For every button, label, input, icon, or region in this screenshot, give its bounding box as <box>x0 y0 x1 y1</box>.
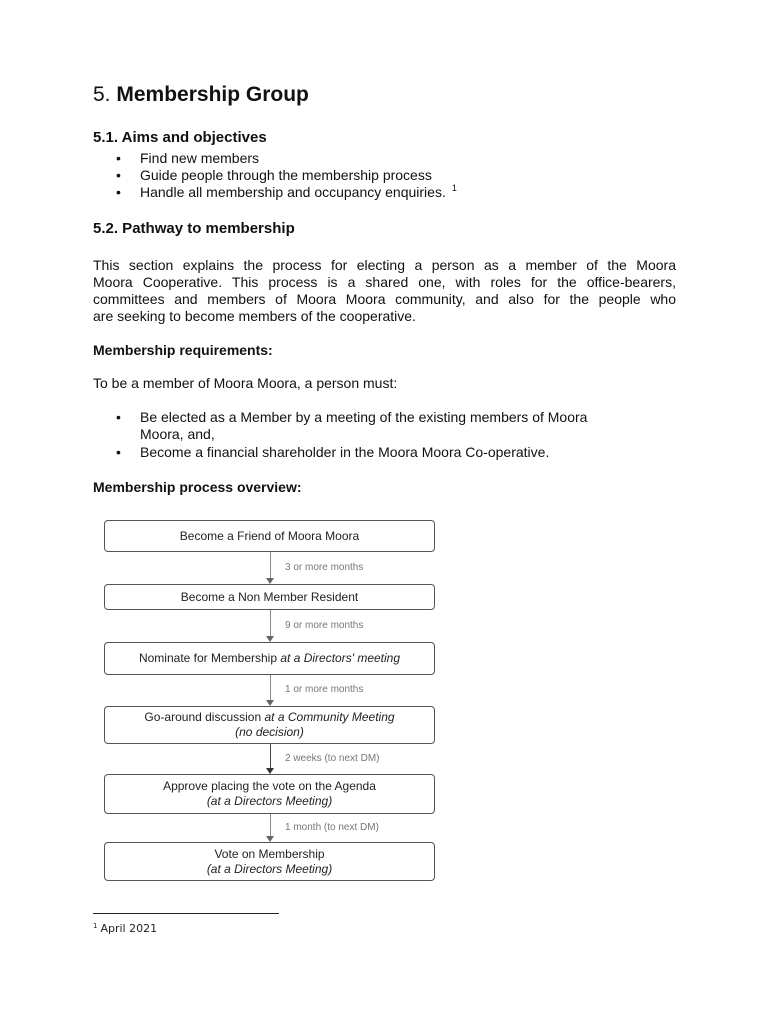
flow-step-text: Approve placing the vote on the Agenda <box>163 779 376 793</box>
paragraph-line: Moora Cooperative. This process is a shared one, with roles for the office-bearers, <box>93 274 676 290</box>
flow-step-text: Vote on Membership <box>214 846 325 861</box>
aims-heading: 5.1. Aims and objectives <box>93 129 267 146</box>
flow-connector <box>270 675 271 700</box>
flow-connector <box>270 744 271 768</box>
flow-step-text-line <box>105 710 434 725</box>
flow-step-approve-agenda <box>104 774 435 814</box>
section-number: 5. <box>93 83 111 106</box>
pathway-paragraph <box>93 257 676 325</box>
section-title-text: Membership Group <box>116 83 309 106</box>
flow-step-text-line <box>105 651 434 666</box>
aims-item-text-content: Handle all membership and occupancy enquiries. <box>140 184 446 200</box>
requirements-heading: Membership requirements: <box>93 342 273 358</box>
flow-connector <box>270 552 271 578</box>
flow-step-text: Nominate for Membership <box>138 651 281 665</box>
flow-step-go-around <box>104 706 435 744</box>
flow-step-subtext: (no decision) <box>235 725 304 739</box>
paragraph-line: committees and members of Moora Moora community, and also for the people who <box>93 291 676 307</box>
flow-step-text: Become a Friend of Moora Moora <box>179 528 360 543</box>
flow-step-subtext: (at a Directors Meeting) <box>206 861 333 876</box>
flow-step-non-member-resident <box>104 584 435 610</box>
aims-item-text <box>140 184 457 203</box>
flow-step-friend <box>104 520 435 552</box>
flow-connector <box>270 610 271 636</box>
flow-step-text: Become a Non Member Resident <box>180 589 359 604</box>
flow-step-nominate <box>104 642 435 675</box>
flow-step-italic: at a Community Meeting <box>264 710 395 724</box>
paragraph-line: This section explains the process for electing a person as a member of the Moora <box>93 257 676 273</box>
bullet-icon: • <box>116 184 121 200</box>
requirements-item-text: Become a financial shareholder in the Moora Moora Co-operative. <box>140 444 550 460</box>
arrow-down-icon <box>266 636 274 642</box>
flow-interval-label: 3 or more months <box>285 562 364 573</box>
bullet-icon: • <box>116 167 121 183</box>
footnote-rule <box>93 913 279 914</box>
pathway-heading: 5.2. Pathway to membership <box>93 220 295 237</box>
bullet-icon: • <box>116 409 121 425</box>
requirements-intro: To be a member of Moora Moora, a person must: <box>93 375 398 391</box>
requirements-item-text-cont: Moora, and, <box>140 426 215 442</box>
section-title <box>93 83 309 107</box>
flow-step-text: Go-around discussion <box>144 710 265 724</box>
flow-step-subtext: (at a Directors Meeting) <box>206 794 333 808</box>
flow-step-vote <box>104 842 435 881</box>
flow-interval-label: 1 or more months <box>285 684 364 695</box>
footnote-reference[interactable]: 1 <box>451 183 457 193</box>
footnote-text: April 2021 <box>100 922 158 935</box>
flow-step-italic: at a Directors' meeting <box>280 651 401 665</box>
aims-item-text: Guide people through the membership process <box>140 167 432 183</box>
arrow-down-icon <box>266 768 274 774</box>
flow-interval-label: 1 month (to next DM) <box>285 822 379 833</box>
arrow-down-icon <box>266 700 274 706</box>
arrow-down-icon <box>266 836 274 842</box>
arrow-down-icon <box>266 578 274 584</box>
overview-heading: Membership process overview: <box>93 479 302 495</box>
bullet-icon: • <box>116 150 121 166</box>
paragraph-line: are seeking to become members of the cooperative. <box>93 308 416 324</box>
bullet-icon: • <box>116 444 121 460</box>
footnote-mark: 1 <box>93 922 98 930</box>
flow-interval-label: 2 weeks (to next DM) <box>285 753 380 764</box>
flow-connector <box>270 814 271 836</box>
footnote <box>93 922 157 935</box>
aims-item-text: Find new members <box>140 150 260 166</box>
requirements-item-text: Be elected as a Member by a meeting of the existing members of Moora <box>140 409 588 425</box>
flow-interval-label: 9 or more months <box>285 620 364 631</box>
